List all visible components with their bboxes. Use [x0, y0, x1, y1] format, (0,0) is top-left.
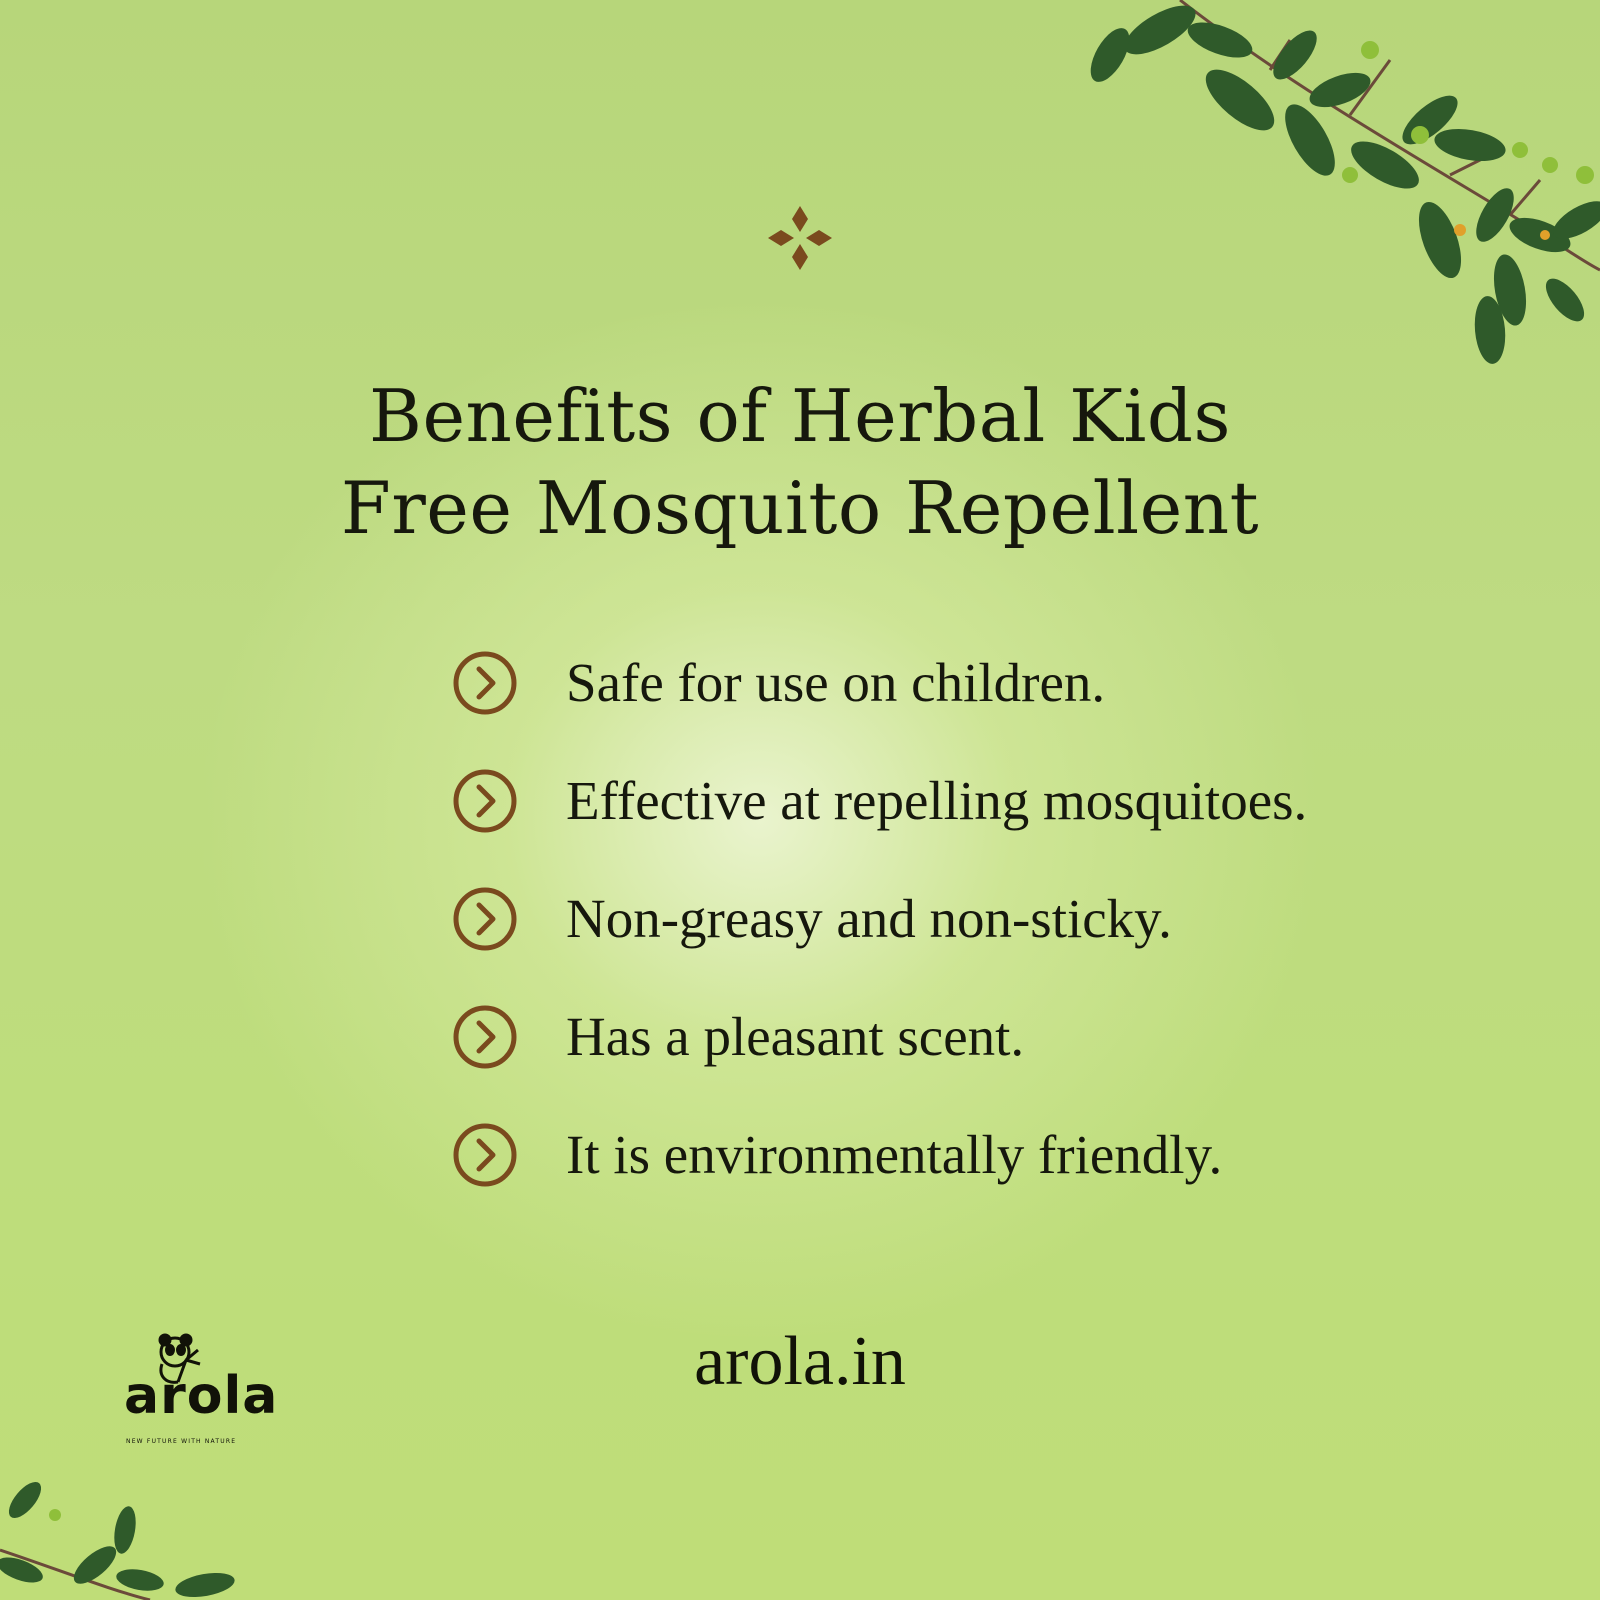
leafy-branch-top-right [1040, 0, 1600, 420]
logo-wordmark: arola [124, 1366, 279, 1426]
list-item [452, 1004, 1307, 1122]
leafy-branch-bottom-left [0, 1470, 250, 1600]
list-item [452, 1122, 1307, 1240]
website-link[interactable]: arola.in [694, 1323, 906, 1400]
chevron-right-circle-icon [452, 1004, 518, 1070]
title-line-2: Free Mosquito Repellent [340, 466, 1260, 551]
chevron-right-circle-icon [452, 1122, 518, 1188]
page-title [0, 370, 1600, 554]
benefit-text: It is environmentally friendly. [566, 1124, 1223, 1185]
logo-tagline: NEW FUTURE WITH NATURE [126, 1438, 237, 1445]
chevron-right-circle-icon [452, 886, 518, 952]
list-item [452, 650, 1307, 768]
title-line-1: Benefits of Herbal Kids [369, 374, 1231, 459]
benefit-text: Effective at repelling mosquitoes. [566, 770, 1308, 831]
list-item [452, 768, 1307, 886]
benefit-text: Non-greasy and non-sticky. [566, 888, 1172, 949]
chevron-right-circle-icon [452, 650, 518, 716]
benefit-text: Has a pleasant scent. [566, 1006, 1025, 1067]
benefits-list [452, 650, 1307, 1240]
four-petal-diamond-icon [768, 206, 832, 270]
list-item [452, 886, 1307, 1004]
chevron-right-circle-icon [452, 768, 518, 834]
benefit-text: Safe for use on children. [566, 652, 1106, 713]
